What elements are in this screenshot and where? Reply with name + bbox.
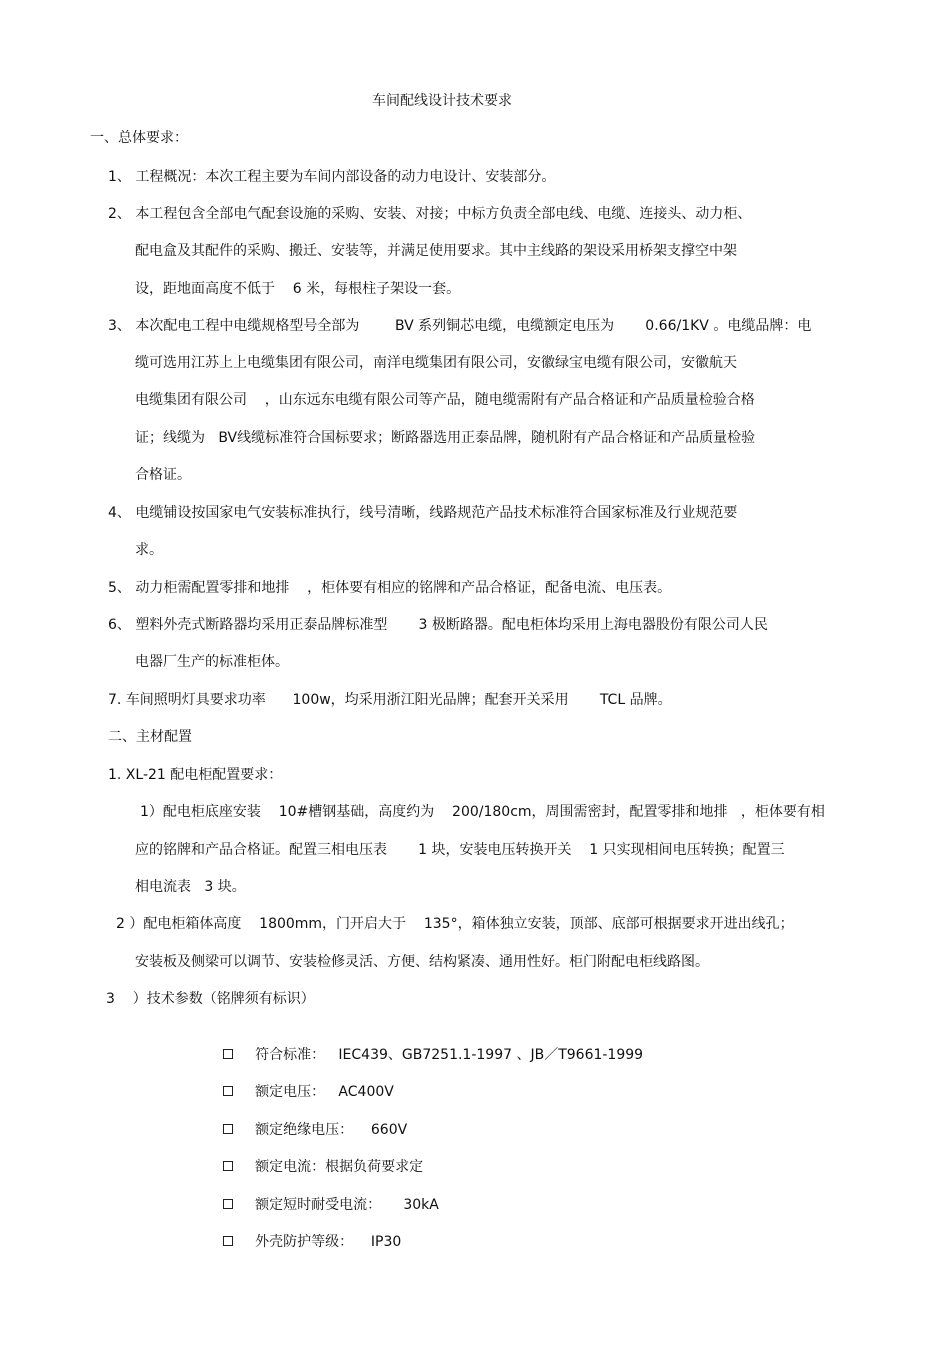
- section-heading-general: 一、总体要求：: [90, 130, 188, 146]
- paragraph-line: 3、 本次配电工程中电缆规格型号全部为 BV 系列铜芯电缆，电缆额定电压为 0.66/1KV 。电缆品牌：电: [108, 318, 812, 334]
- paragraph-line: 5、 动力柜需配置零排和地排 ，柜体要有相应的铭牌和产品合格证，配备电流、电压表。: [108, 580, 672, 596]
- paragraph-line: 设，距地面高度不低于 6 米，每根柱子架设一套。: [135, 281, 461, 297]
- paragraph-line: 电器厂生产的标准柜体。: [135, 654, 289, 670]
- checkbox-icon: [223, 1049, 233, 1059]
- checkbox-icon: [223, 1161, 233, 1171]
- paragraph-line: 1）配电柜底座安装 10#槽钢基础，高度约为 200/180cm，周围需密封，配置零排和地排 ，柜体要有相: [140, 804, 825, 820]
- paragraph-line: 求。: [135, 542, 163, 558]
- param-text: 符合标准： IEC439、GB7251.1-1997 、JB／T9661-1999: [255, 1047, 644, 1063]
- document-title: 车间配线设计技术要求: [372, 93, 512, 109]
- section-heading-materials: 二、主材配置: [108, 729, 192, 745]
- checkbox-icon: [223, 1199, 233, 1209]
- paragraph-line: 4、 电缆铺设按国家电气安装标准执行，线号清晰，线路规范产品技术标准符合国家标准及行业规范要: [108, 505, 738, 521]
- paragraph-line: 配电盒及其配件的采购、搬迁、安装等，并满足使用要求。其中主线路的架设采用桥架支撑空中架: [135, 243, 737, 259]
- paragraph-line: 2、 本工程包含全部电气配套设施的采购、安装、对接；中标方负责全部电线、电缆、连接头、动力柜、: [108, 206, 752, 222]
- checkbox-icon: [223, 1124, 233, 1134]
- param-text: 外壳防护等级： IP30: [255, 1234, 402, 1250]
- checkbox-icon: [223, 1236, 233, 1246]
- subsection-heading: 1. XL-21 配电柜配置要求：: [108, 767, 283, 783]
- paragraph-line: 证；线缆为 BV线缆标准符合国标要求；断路器选用正泰品牌，随机附有产品合格证和产品质量检验: [135, 430, 756, 446]
- paragraph-line: 合格证。: [135, 467, 191, 483]
- param-text: 额定绝缘电压： 660V: [255, 1122, 408, 1138]
- checkbox-icon: [223, 1086, 233, 1096]
- paragraph-line: 安装板及侧梁可以调节、安装检修灵活、方便、结构紧凑、通用性好。柜门附配电柜线路图。: [135, 954, 709, 970]
- paragraph-line: 2 ）配电柜箱体高度 1800mm，门开启大于 135°，箱体独立安装，顶部、底部可根据要求开进出线孔；: [116, 916, 794, 932]
- paragraph-line: 6、 塑料外壳式断路器均采用正泰品牌标准型 3 极断路器。配电柜体均采用上海电器股份有限公司人民: [108, 617, 768, 633]
- paragraph-line: 电缆集团有限公司 ，山东远东电缆有限公司等产品，随电缆需附有产品合格证和产品质量检验合格: [135, 392, 755, 408]
- paragraph-line: 相电流表 3 块。: [135, 879, 246, 895]
- param-item: [205, 1215, 401, 1269]
- param-text: 额定短时耐受电流： 30kA: [255, 1197, 439, 1213]
- paragraph-line: 3 ）技术参数（铭牌须有标识）: [106, 991, 315, 1007]
- param-text: 额定电流：根据负荷要求定: [255, 1159, 424, 1175]
- paragraph-line: 应的铭牌和产品合格证。配置三相电压表 1 块，安装电压转换开关 1 只实现相间电压转换；配置三: [135, 842, 785, 858]
- param-text: 额定电压： AC400V: [255, 1084, 394, 1100]
- paragraph-line: 7. 车间照明灯具要求功率 100w，均采用浙江阳光品牌；配套开关采用 TCL 品牌。: [108, 692, 672, 708]
- paragraph-line: 1、 工程概况：本次工程主要为车间内部设备的动力电设计、安装部分。: [108, 169, 556, 185]
- paragraph-line: 缆可选用江苏上上电缆集团有限公司，南洋电缆集团有限公司，安徽绿宝电缆有限公司，安徽航天: [135, 355, 737, 371]
